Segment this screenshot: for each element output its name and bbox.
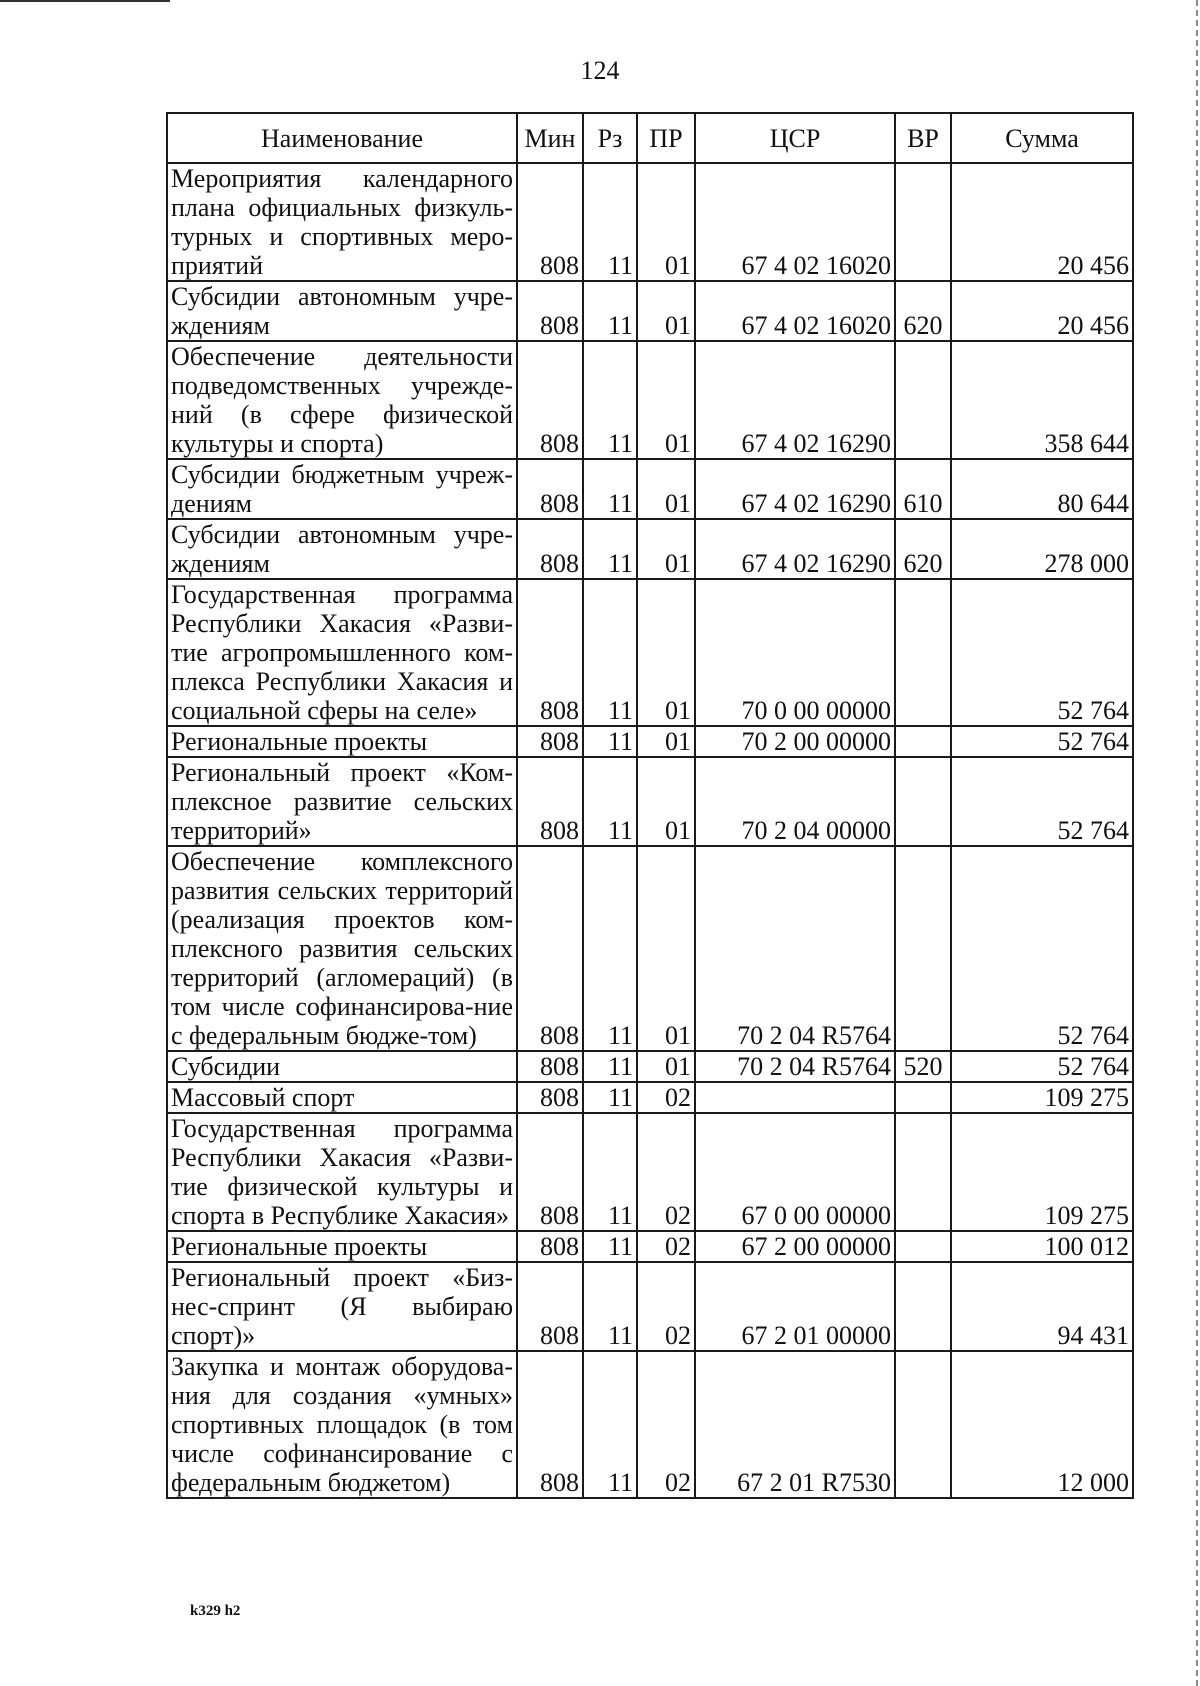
cell-csr: 70 0 00 00000 — [695, 579, 895, 726]
cell-csr: 67 4 02 16290 — [695, 519, 895, 579]
cell-sum: 52 764 — [951, 846, 1133, 1051]
cell-sum: 94 431 — [951, 1262, 1133, 1351]
cell-csr: 67 0 00 00000 — [695, 1113, 895, 1231]
cell-pr: 01 — [637, 519, 695, 579]
cell-rz: 11 — [583, 846, 637, 1051]
table-row — [167, 281, 1133, 341]
table-row — [167, 846, 1133, 1051]
cell-name: Региональные проекты — [167, 1231, 517, 1262]
cell-rz: 11 — [583, 579, 637, 726]
cell-vr — [895, 1231, 951, 1262]
cell-pr: 02 — [637, 1082, 695, 1113]
cell-vr: 620 — [895, 519, 951, 579]
cell-csr: 67 4 02 16020 — [695, 281, 895, 341]
cell-name: Обеспечение деятельности подведомственных учрежде-ний (в сфере физической культуры и спорта) — [167, 341, 517, 459]
cell-csr: 67 2 01 R7530 — [695, 1351, 895, 1498]
cell-csr: 67 2 00 00000 — [695, 1231, 895, 1262]
cell-min: 808 — [517, 281, 583, 341]
cell-min: 808 — [517, 1262, 583, 1351]
table-row — [167, 1351, 1133, 1498]
cell-rz: 11 — [583, 459, 637, 519]
cell-name: Обеспечение комплексного развития сельских территорий (реализация проектов ком-плексного развития сельских территорий (агломераций) (в том числе софинансирова-ние с федеральным бюдже-том) — [167, 846, 517, 1051]
cell-vr — [895, 163, 951, 281]
cell-min: 808 — [517, 579, 583, 726]
cell-rz: 11 — [583, 1082, 637, 1113]
table-row — [167, 519, 1133, 579]
table-row — [167, 579, 1133, 726]
cell-sum: 52 764 — [951, 1051, 1133, 1082]
table-row — [167, 1231, 1133, 1262]
cell-name: Субсидии — [167, 1051, 517, 1082]
cell-rz: 11 — [583, 519, 637, 579]
cell-min: 808 — [517, 341, 583, 459]
table-row — [167, 726, 1133, 757]
cell-csr: 70 2 00 00000 — [695, 726, 895, 757]
cell-min: 808 — [517, 1051, 583, 1082]
cell-pr: 01 — [637, 341, 695, 459]
header-csr: ЦСР — [695, 113, 895, 163]
cell-rz: 11 — [583, 726, 637, 757]
table-row — [167, 1262, 1133, 1351]
cell-name: Региональные проекты — [167, 726, 517, 757]
cell-pr: 01 — [637, 846, 695, 1051]
footer-document-code: k329 h2 — [190, 1603, 241, 1619]
table-row — [167, 1051, 1133, 1082]
cell-rz: 11 — [583, 1113, 637, 1231]
cell-name: Региональный проект «Ком-плексное развитие сельских территорий» — [167, 757, 517, 846]
table-row — [167, 1113, 1133, 1231]
header-name: Наименование — [167, 113, 517, 163]
cell-rz: 11 — [583, 1262, 637, 1351]
cell-pr: 02 — [637, 1351, 695, 1498]
cell-sum: 358 644 — [951, 341, 1133, 459]
cell-vr — [895, 579, 951, 726]
cell-min: 808 — [517, 757, 583, 846]
cell-pr: 01 — [637, 1051, 695, 1082]
right-edge-rule — [1196, 0, 1198, 1686]
cell-pr: 02 — [637, 1262, 695, 1351]
table-row — [167, 459, 1133, 519]
header-vr: ВР — [895, 113, 951, 163]
cell-min: 808 — [517, 726, 583, 757]
cell-min: 808 — [517, 163, 583, 281]
cell-vr — [895, 1113, 951, 1231]
cell-csr: 67 4 02 16290 — [695, 459, 895, 519]
cell-vr — [895, 1262, 951, 1351]
cell-vr: 520 — [895, 1051, 951, 1082]
cell-min: 808 — [517, 1082, 583, 1113]
cell-pr: 02 — [637, 1231, 695, 1262]
table-row — [167, 163, 1133, 281]
cell-sum: 20 456 — [951, 163, 1133, 281]
cell-min: 808 — [517, 846, 583, 1051]
table-row — [167, 757, 1133, 846]
cell-name: Закупка и монтаж оборудова-ния для создания «умных» спортивных площадок (в том числе софинансирование с федеральным бюджетом) — [167, 1351, 517, 1498]
cell-pr: 01 — [637, 726, 695, 757]
cell-sum: 52 764 — [951, 726, 1133, 757]
cell-min: 808 — [517, 1351, 583, 1498]
cell-min: 808 — [517, 1113, 583, 1231]
cell-pr: 02 — [637, 1113, 695, 1231]
header-row — [167, 113, 1133, 163]
table-row — [167, 1082, 1133, 1113]
cell-pr: 01 — [637, 281, 695, 341]
cell-sum: 52 764 — [951, 579, 1133, 726]
cell-sum: 80 644 — [951, 459, 1133, 519]
header-sum: Сумма — [951, 113, 1133, 163]
cell-pr: 01 — [637, 579, 695, 726]
cell-vr — [895, 1082, 951, 1113]
cell-rz: 11 — [583, 757, 637, 846]
cell-min: 808 — [517, 459, 583, 519]
cell-csr: 70 2 04 R5764 — [695, 846, 895, 1051]
cell-csr: 67 2 01 00000 — [695, 1262, 895, 1351]
cell-vr: 610 — [895, 459, 951, 519]
cell-name: Государственная программа Республики Хакасия «Разви-тие физической культуры и спорта в Республике Хакасия» — [167, 1113, 517, 1231]
cell-sum: 278 000 — [951, 519, 1133, 579]
cell-name: Мероприятия календарного плана официальных физкуль-турных и спортивных меро-приятий — [167, 163, 517, 281]
cell-vr — [895, 341, 951, 459]
cell-vr — [895, 846, 951, 1051]
page-number: 124 — [580, 56, 620, 85]
cell-sum: 100 012 — [951, 1231, 1133, 1262]
cell-min: 808 — [517, 1231, 583, 1262]
cell-sum: 20 456 — [951, 281, 1133, 341]
cell-pr: 01 — [637, 459, 695, 519]
cell-vr: 620 — [895, 281, 951, 341]
cell-csr: 67 4 02 16290 — [695, 341, 895, 459]
cell-csr: 70 2 04 R5764 — [695, 1051, 895, 1082]
cell-vr — [895, 726, 951, 757]
cell-name: Субсидии автономным учре-ждениям — [167, 519, 517, 579]
cell-rz: 11 — [583, 341, 637, 459]
cell-name: Региональный проект «Биз-нес-спринт (Я выбираю спорт)» — [167, 1262, 517, 1351]
header-rz: Рз — [583, 113, 637, 163]
cell-name: Субсидии автономным учре-ждениям — [167, 281, 517, 341]
cell-csr: 70 2 04 00000 — [695, 757, 895, 846]
cell-sum: 12 000 — [951, 1351, 1133, 1498]
cell-rz: 11 — [583, 1231, 637, 1262]
cell-rz: 11 — [583, 1351, 637, 1498]
cell-sum: 109 275 — [951, 1113, 1133, 1231]
cell-vr — [895, 757, 951, 846]
table-row — [167, 341, 1133, 459]
cell-name: Субсидии бюджетным учреж-дениям — [167, 459, 517, 519]
cell-sum: 52 764 — [951, 757, 1133, 846]
cell-csr: 67 4 02 16020 — [695, 163, 895, 281]
cell-pr: 01 — [637, 163, 695, 281]
cell-rz: 11 — [583, 1051, 637, 1082]
cell-pr: 01 — [637, 757, 695, 846]
header-min: Мин — [517, 113, 583, 163]
cell-rz: 11 — [583, 281, 637, 341]
top-edge-rule — [0, 0, 170, 2]
budget-table — [166, 112, 1134, 1499]
cell-min: 808 — [517, 519, 583, 579]
cell-name: Государственная программа Республики Хакасия «Разви-тие агропромышленного ком-плекса Республики Хакасия и социальной сферы на селе» — [167, 579, 517, 726]
cell-vr — [895, 1351, 951, 1498]
cell-name: Массовый спорт — [167, 1082, 517, 1113]
cell-csr — [695, 1082, 895, 1113]
cell-sum: 109 275 — [951, 1082, 1133, 1113]
cell-rz: 11 — [583, 163, 637, 281]
header-pr: ПР — [637, 113, 695, 163]
